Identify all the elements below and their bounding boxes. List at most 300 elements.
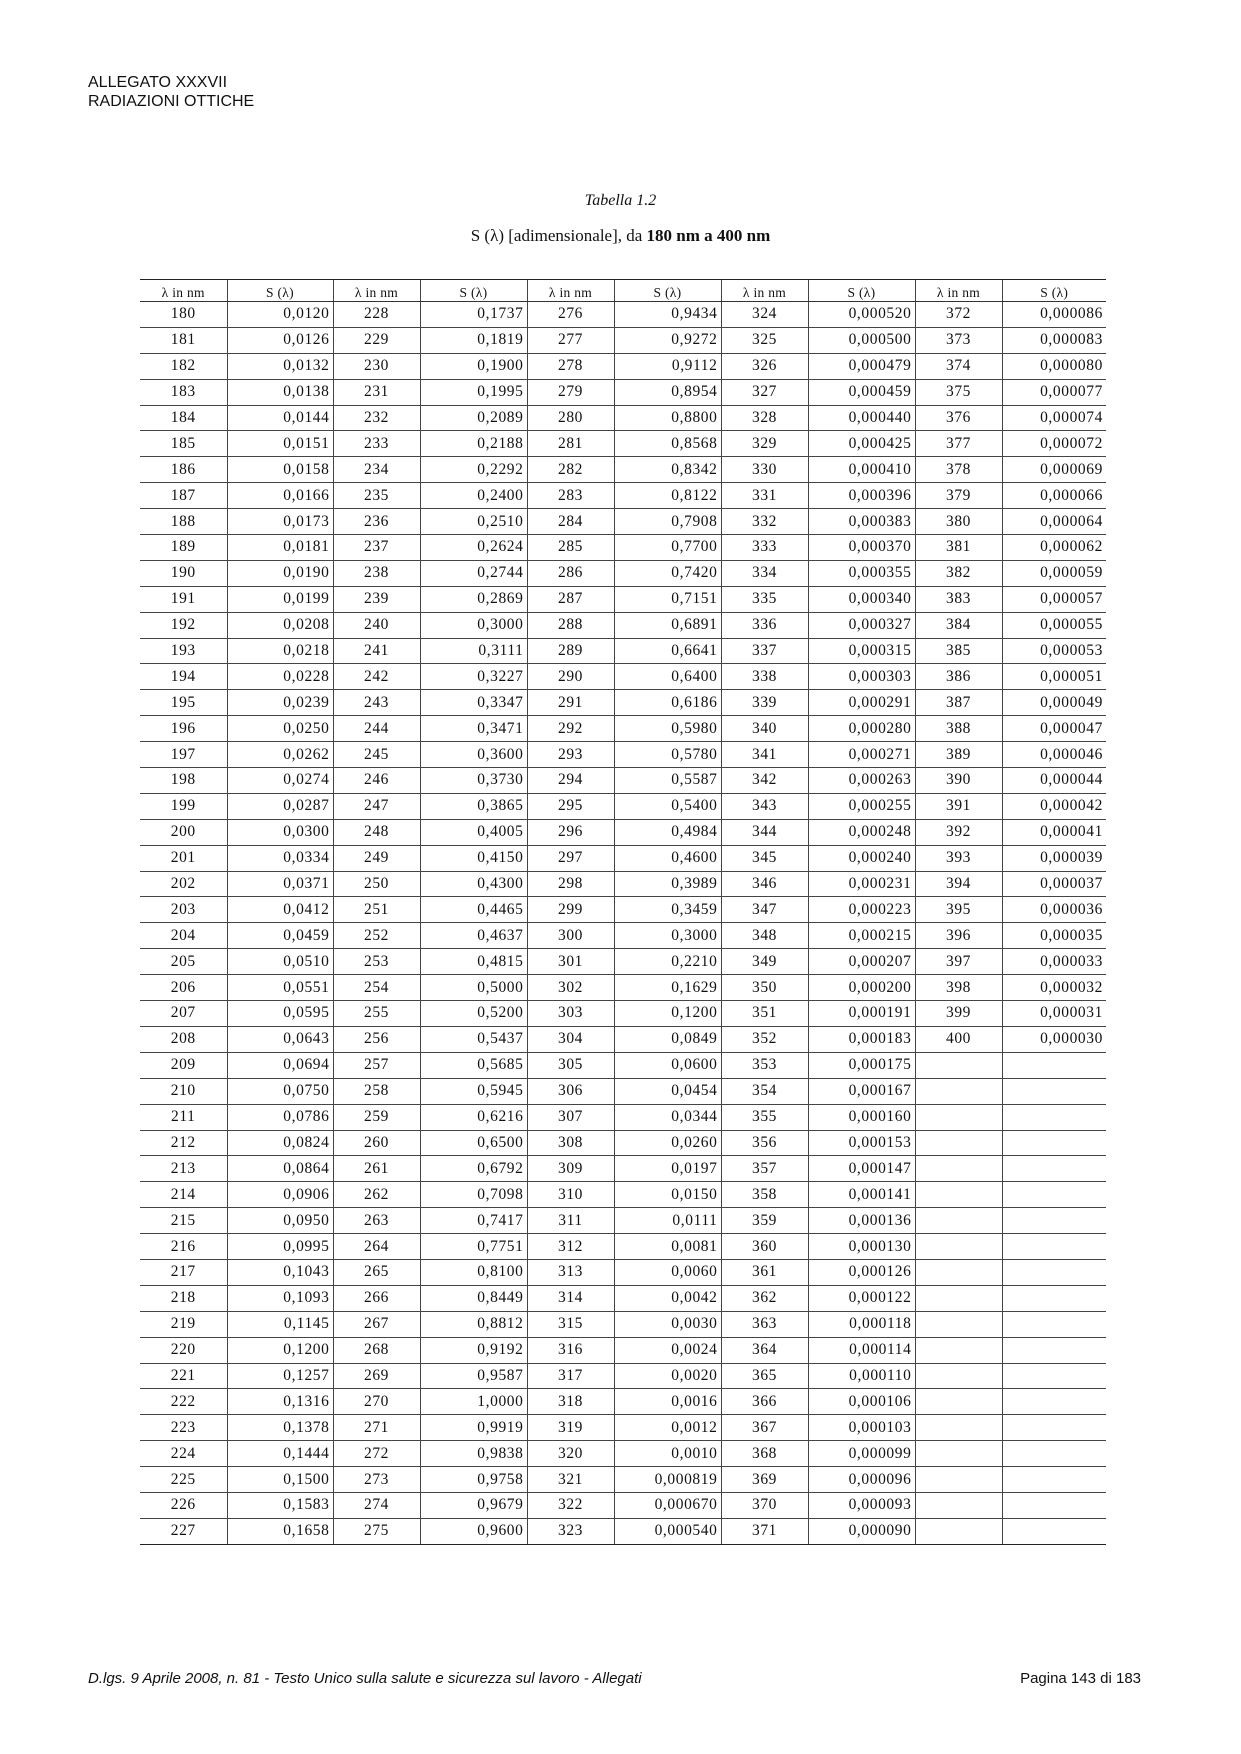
weighting-value-cell: 0,2510	[420, 509, 527, 535]
wavelength-cell: 196	[140, 716, 227, 742]
wavelength-cell: 336	[721, 612, 808, 638]
wavelength-cell: 286	[527, 560, 614, 586]
table-header-row	[140, 280, 1106, 302]
weighting-value-cell: 0,0111	[614, 1208, 721, 1234]
weighting-value-cell	[1002, 1156, 1106, 1182]
weighting-value-cell: 0,3471	[420, 716, 527, 742]
wavelength-cell: 307	[527, 1104, 614, 1130]
weighting-value-cell: 0,0228	[227, 664, 333, 690]
wavelength-cell: 374	[915, 353, 1002, 379]
wavelength-cell: 379	[915, 483, 1002, 509]
weighting-value-cell: 0,000047	[1002, 716, 1106, 742]
wavelength-cell: 380	[915, 509, 1002, 535]
wavelength-cell: 337	[721, 638, 808, 664]
weighting-value-cell: 0,000126	[808, 1259, 915, 1285]
weighting-value-cell: 0,1444	[227, 1441, 333, 1467]
wavelength-cell: 381	[915, 535, 1002, 561]
wavelength-cell: 192	[140, 612, 227, 638]
weighting-value-cell: 0,000062	[1002, 535, 1106, 561]
weighting-value-cell: 0,0600	[614, 1052, 721, 1078]
wavelength-cell: 202	[140, 871, 227, 897]
weighting-value-cell	[1002, 1285, 1106, 1311]
weighting-value-cell: 0,000049	[1002, 690, 1106, 716]
wavelength-cell: 239	[333, 586, 420, 612]
weighting-value-cell: 0,8100	[420, 1259, 527, 1285]
weighting-value-cell: 0,7908	[614, 509, 721, 535]
wavelength-cell: 303	[527, 1001, 614, 1027]
wavelength-cell	[915, 1389, 1002, 1415]
wavelength-cell: 233	[333, 431, 420, 457]
column-header: S (λ)	[614, 280, 721, 302]
wavelength-cell: 316	[527, 1337, 614, 1363]
weighting-value-cell: 0,000033	[1002, 949, 1106, 975]
weighting-value-cell: 0,000046	[1002, 742, 1106, 768]
wavelength-cell: 200	[140, 819, 227, 845]
wavelength-cell: 203	[140, 897, 227, 923]
wavelength-cell: 209	[140, 1052, 227, 1078]
wavelength-cell: 197	[140, 742, 227, 768]
wavelength-cell: 206	[140, 975, 227, 1001]
weighting-value-cell: 0,3000	[614, 923, 721, 949]
weighting-value-cell: 0,4600	[614, 845, 721, 871]
wavelength-cell: 369	[721, 1467, 808, 1493]
table-row	[140, 560, 1106, 586]
wavelength-cell: 375	[915, 379, 1002, 405]
wavelength-cell: 248	[333, 819, 420, 845]
wavelength-cell: 242	[333, 664, 420, 690]
weighting-value-cell: 0,7417	[420, 1208, 527, 1234]
wavelength-cell: 195	[140, 690, 227, 716]
wavelength-cell: 310	[527, 1182, 614, 1208]
table-row	[140, 1156, 1106, 1182]
wavelength-cell	[915, 1104, 1002, 1130]
weighting-value-cell	[1002, 1234, 1106, 1260]
footer-source: D.lgs. 9 Aprile 2008, n. 81 - Testo Unico sulla salute e sicurezza sul lavoro - Allegati	[88, 1670, 642, 1687]
weighting-value-cell: 0,000074	[1002, 405, 1106, 431]
wavelength-cell: 237	[333, 535, 420, 561]
weighting-value-cell: 0,3600	[420, 742, 527, 768]
weighting-value-cell: 0,000064	[1002, 509, 1106, 535]
wavelength-cell: 222	[140, 1389, 227, 1415]
table-title	[0, 226, 1241, 246]
weighting-value-cell: 0,0906	[227, 1182, 333, 1208]
weighting-value-cell: 0,000215	[808, 923, 915, 949]
wavelength-cell: 342	[721, 768, 808, 794]
wavelength-cell: 395	[915, 897, 1002, 923]
wavelength-cell: 363	[721, 1311, 808, 1337]
column-header: S (λ)	[420, 280, 527, 302]
wavelength-cell: 264	[333, 1234, 420, 1260]
weighting-value-cell: 0,1200	[227, 1337, 333, 1363]
weighting-value-cell: 0,000355	[808, 560, 915, 586]
wavelength-cell: 317	[527, 1363, 614, 1389]
wavelength-cell: 294	[527, 768, 614, 794]
weighting-value-cell: 0,000425	[808, 431, 915, 457]
weighting-value-cell: 0,9192	[420, 1337, 527, 1363]
column-header: S (λ)	[227, 280, 333, 302]
weighting-value-cell: 0,000396	[808, 483, 915, 509]
wavelength-cell: 394	[915, 871, 1002, 897]
weighting-value-cell: 0,0849	[614, 1026, 721, 1052]
table-row	[140, 1441, 1106, 1467]
wavelength-cell: 367	[721, 1415, 808, 1441]
weighting-value-cell: 0,0166	[227, 483, 333, 509]
wavelength-cell: 274	[333, 1492, 420, 1518]
weighting-value-cell: 0,0030	[614, 1311, 721, 1337]
weighting-value-cell: 0,7151	[614, 586, 721, 612]
wavelength-cell: 214	[140, 1182, 227, 1208]
weighting-value-cell: 0,2089	[420, 405, 527, 431]
wavelength-cell: 293	[527, 742, 614, 768]
weighting-value-cell: 0,0016	[614, 1389, 721, 1415]
weighting-value-cell: 0,000106	[808, 1389, 915, 1415]
wavelength-cell: 187	[140, 483, 227, 509]
wavelength-cell: 218	[140, 1285, 227, 1311]
weighting-value-cell: 0,2744	[420, 560, 527, 586]
wavelength-cell: 201	[140, 845, 227, 871]
table-row	[140, 793, 1106, 819]
weighting-value-cell: 0,000093	[808, 1492, 915, 1518]
wavelength-cell: 391	[915, 793, 1002, 819]
weighting-value-cell: 0,000110	[808, 1363, 915, 1389]
weighting-value-cell: 0,000160	[808, 1104, 915, 1130]
table-row	[140, 353, 1106, 379]
weighting-value-cell: 0,3989	[614, 871, 721, 897]
table-row	[140, 1026, 1106, 1052]
wavelength-cell: 305	[527, 1052, 614, 1078]
column-header: λ in nm	[721, 280, 808, 302]
table-row	[140, 975, 1106, 1001]
wavelength-cell: 207	[140, 1001, 227, 1027]
table-row	[140, 1311, 1106, 1337]
weighting-value-cell: 0,0024	[614, 1337, 721, 1363]
weighting-value-cell: 0,000072	[1002, 431, 1106, 457]
wavelength-cell: 288	[527, 612, 614, 638]
weighting-value-cell: 0,0950	[227, 1208, 333, 1234]
wavelength-cell: 210	[140, 1078, 227, 1104]
table-row	[140, 612, 1106, 638]
wavelength-cell: 399	[915, 1001, 1002, 1027]
wavelength-cell: 297	[527, 845, 614, 871]
wavelength-cell: 269	[333, 1363, 420, 1389]
wavelength-cell: 258	[333, 1078, 420, 1104]
wavelength-cell: 311	[527, 1208, 614, 1234]
wavelength-cell	[915, 1363, 1002, 1389]
weighting-value-cell: 0,000099	[808, 1441, 915, 1467]
wavelength-cell: 213	[140, 1156, 227, 1182]
wavelength-cell: 344	[721, 819, 808, 845]
wavelength-cell: 183	[140, 379, 227, 405]
weighting-value-cell: 0,000103	[808, 1415, 915, 1441]
wavelength-cell: 275	[333, 1518, 420, 1544]
wavelength-cell: 267	[333, 1311, 420, 1337]
weighting-value-cell: 0,0371	[227, 871, 333, 897]
table-row	[140, 638, 1106, 664]
wavelength-cell: 211	[140, 1104, 227, 1130]
weighting-value-cell: 0,4815	[420, 949, 527, 975]
weighting-value-cell: 0,3347	[420, 690, 527, 716]
weighting-value-cell: 0,3227	[420, 664, 527, 690]
weighting-value-cell: 0,0300	[227, 819, 333, 845]
weighting-value-cell	[1002, 1518, 1106, 1544]
weighting-value-cell	[1002, 1208, 1106, 1234]
wavelength-cell: 345	[721, 845, 808, 871]
wavelength-cell: 212	[140, 1130, 227, 1156]
wavelength-cell: 346	[721, 871, 808, 897]
weighting-value-cell: 0,1583	[227, 1492, 333, 1518]
weighting-value-cell	[1002, 1363, 1106, 1389]
weighting-value-cell: 0,000141	[808, 1182, 915, 1208]
weighting-value-cell	[1002, 1337, 1106, 1363]
wavelength-cell: 392	[915, 819, 1002, 845]
wavelength-cell: 396	[915, 923, 1002, 949]
header-annex: ALLEGATO XXXVII	[88, 74, 228, 91]
wavelength-cell: 186	[140, 457, 227, 483]
weighting-value-cell: 0,7751	[420, 1234, 527, 1260]
weighting-value-cell: 0,000223	[808, 897, 915, 923]
weighting-value-cell: 0,000147	[808, 1156, 915, 1182]
wavelength-cell: 360	[721, 1234, 808, 1260]
weighting-value-cell: 0,0334	[227, 845, 333, 871]
table-row	[140, 535, 1106, 561]
weighting-value-cell: 0,4465	[420, 897, 527, 923]
weighting-value-cell: 0,0551	[227, 975, 333, 1001]
table-row	[140, 431, 1106, 457]
table-row	[140, 897, 1106, 923]
wavelength-cell: 359	[721, 1208, 808, 1234]
wavelength-cell: 251	[333, 897, 420, 923]
wavelength-cell: 265	[333, 1259, 420, 1285]
weighting-value-cell: 0,8800	[614, 405, 721, 431]
table-title-prefix: S (λ) [adimensionale], da	[470, 226, 643, 245]
weighting-value-cell: 0,5000	[420, 975, 527, 1001]
column-header: λ in nm	[915, 280, 1002, 302]
weighting-value-cell: 0,000122	[808, 1285, 915, 1311]
wavelength-cell: 225	[140, 1467, 227, 1493]
weighting-value-cell: 0,000271	[808, 742, 915, 768]
table-row	[140, 405, 1106, 431]
table-body	[140, 302, 1106, 1545]
wavelength-cell: 205	[140, 949, 227, 975]
weighting-value-cell: 0,9679	[420, 1492, 527, 1518]
weighting-value-cell: 0,6400	[614, 664, 721, 690]
table-row	[140, 586, 1106, 612]
wavelength-cell: 318	[527, 1389, 614, 1415]
wavelength-cell: 339	[721, 690, 808, 716]
wavelength-cell: 322	[527, 1492, 614, 1518]
table-row	[140, 1182, 1106, 1208]
weighting-value-cell: 0,000136	[808, 1208, 915, 1234]
weighting-value-cell: 0,000059	[1002, 560, 1106, 586]
wavelength-cell: 377	[915, 431, 1002, 457]
wavelength-cell: 361	[721, 1259, 808, 1285]
wavelength-cell: 226	[140, 1492, 227, 1518]
wavelength-cell	[915, 1441, 1002, 1467]
weighting-value-cell: 0,000130	[808, 1234, 915, 1260]
weighting-value-cell: 0,0459	[227, 923, 333, 949]
weighting-value-cell: 0,000819	[614, 1467, 721, 1493]
table-row	[140, 1130, 1106, 1156]
wavelength-cell: 315	[527, 1311, 614, 1337]
wavelength-cell	[915, 1182, 1002, 1208]
table-row	[140, 819, 1106, 845]
wavelength-cell: 190	[140, 560, 227, 586]
weighting-value-cell: 0,9600	[420, 1518, 527, 1544]
wavelength-cell: 189	[140, 535, 227, 561]
wavelength-cell: 327	[721, 379, 808, 405]
weighting-value-cell: 0,7420	[614, 560, 721, 586]
weighting-value-cell: 0,9919	[420, 1415, 527, 1441]
weighting-value-cell: 0,7700	[614, 535, 721, 561]
table-caption: Tabella 1.2	[584, 192, 657, 209]
wavelength-cell: 325	[721, 327, 808, 353]
wavelength-cell: 370	[721, 1492, 808, 1518]
wavelength-cell: 266	[333, 1285, 420, 1311]
wavelength-cell: 383	[915, 586, 1002, 612]
column-header: S (λ)	[808, 280, 915, 302]
wavelength-cell: 354	[721, 1078, 808, 1104]
table-row	[140, 1415, 1106, 1441]
table-row	[140, 509, 1106, 535]
wavelength-cell: 376	[915, 405, 1002, 431]
weighting-value-cell: 0,000114	[808, 1337, 915, 1363]
wavelength-cell: 280	[527, 405, 614, 431]
weighting-value-cell: 0,0197	[614, 1156, 721, 1182]
wavelength-cell: 249	[333, 845, 420, 871]
weighting-value-cell: 0,000041	[1002, 819, 1106, 845]
wavelength-cell: 348	[721, 923, 808, 949]
weighting-value-cell: 0,000248	[808, 819, 915, 845]
weighting-value-cell: 0,5400	[614, 793, 721, 819]
weighting-value-cell: 0,8812	[420, 1311, 527, 1337]
wavelength-cell: 287	[527, 586, 614, 612]
wavelength-cell: 387	[915, 690, 1002, 716]
spectral-weighting-table	[140, 279, 1106, 1545]
wavelength-cell: 260	[333, 1130, 420, 1156]
weighting-value-cell: 0,000183	[808, 1026, 915, 1052]
weighting-value-cell: 0,000291	[808, 690, 915, 716]
wavelength-cell: 362	[721, 1285, 808, 1311]
wavelength-cell	[915, 1130, 1002, 1156]
wavelength-cell: 281	[527, 431, 614, 457]
wavelength-cell: 215	[140, 1208, 227, 1234]
wavelength-cell	[915, 1156, 1002, 1182]
wavelength-cell: 229	[333, 327, 420, 353]
wavelength-cell: 255	[333, 1001, 420, 1027]
wavelength-cell: 273	[333, 1467, 420, 1493]
weighting-value-cell: 0,0208	[227, 612, 333, 638]
wavelength-cell: 277	[527, 327, 614, 353]
weighting-value-cell: 0,000037	[1002, 871, 1106, 897]
table-row	[140, 1363, 1106, 1389]
weighting-value-cell: 0,000096	[808, 1467, 915, 1493]
wavelength-cell: 299	[527, 897, 614, 923]
weighting-value-cell: 0,000083	[1002, 327, 1106, 353]
weighting-value-cell: 0,000069	[1002, 457, 1106, 483]
wavelength-cell: 313	[527, 1259, 614, 1285]
table-row	[140, 302, 1106, 328]
wavelength-cell: 247	[333, 793, 420, 819]
weighting-value-cell: 0,4300	[420, 871, 527, 897]
weighting-value-cell: 0,000383	[808, 509, 915, 535]
wavelength-cell: 221	[140, 1363, 227, 1389]
weighting-value-cell: 0,0151	[227, 431, 333, 457]
weighting-value-cell: 0,1093	[227, 1285, 333, 1311]
wavelength-cell: 332	[721, 509, 808, 535]
weighting-value-cell	[1002, 1078, 1106, 1104]
wavelength-cell: 184	[140, 405, 227, 431]
wavelength-cell: 333	[721, 535, 808, 561]
wavelength-cell: 371	[721, 1518, 808, 1544]
wavelength-cell: 378	[915, 457, 1002, 483]
weighting-value-cell: 0,000090	[808, 1518, 915, 1544]
table-row	[140, 716, 1106, 742]
weighting-value-cell: 0,000370	[808, 535, 915, 561]
wavelength-cell	[915, 1052, 1002, 1078]
wavelength-cell: 253	[333, 949, 420, 975]
weighting-value-cell: 0,000066	[1002, 483, 1106, 509]
weighting-value-cell: 0,000118	[808, 1311, 915, 1337]
weighting-value-cell: 0,4984	[614, 819, 721, 845]
wavelength-cell: 386	[915, 664, 1002, 690]
wavelength-cell: 232	[333, 405, 420, 431]
weighting-value-cell: 0,2292	[420, 457, 527, 483]
table-row	[140, 1467, 1106, 1493]
wavelength-cell: 368	[721, 1441, 808, 1467]
weighting-value-cell: 0,4637	[420, 923, 527, 949]
wavelength-cell: 308	[527, 1130, 614, 1156]
weighting-value-cell: 0,0643	[227, 1026, 333, 1052]
weighting-value-cell: 0,1737	[420, 302, 527, 328]
wavelength-cell	[915, 1259, 1002, 1285]
weighting-value-cell: 0,000479	[808, 353, 915, 379]
table-row	[140, 1518, 1106, 1544]
wavelength-cell	[915, 1311, 1002, 1337]
wavelength-cell: 306	[527, 1078, 614, 1104]
weighting-value-cell: 0,4005	[420, 819, 527, 845]
weighting-value-cell: 0,000315	[808, 638, 915, 664]
weighting-value-cell: 0,4150	[420, 845, 527, 871]
weighting-value-cell: 0,5685	[420, 1052, 527, 1078]
table-row	[140, 949, 1106, 975]
wavelength-cell: 365	[721, 1363, 808, 1389]
wavelength-cell: 382	[915, 560, 1002, 586]
wavelength-cell: 290	[527, 664, 614, 690]
wavelength-cell: 291	[527, 690, 614, 716]
weighting-value-cell: 0,000030	[1002, 1026, 1106, 1052]
weighting-value-cell: 0,0786	[227, 1104, 333, 1130]
weighting-value-cell: 0,000042	[1002, 793, 1106, 819]
weighting-value-cell: 0,8122	[614, 483, 721, 509]
table-row	[140, 1337, 1106, 1363]
weighting-value-cell: 0,9272	[614, 327, 721, 353]
weighting-value-cell: 0,000080	[1002, 353, 1106, 379]
weighting-value-cell: 0,0150	[614, 1182, 721, 1208]
weighting-value-cell: 0,000032	[1002, 975, 1106, 1001]
wavelength-cell	[915, 1285, 1002, 1311]
weighting-value-cell: 0,000410	[808, 457, 915, 483]
weighting-value-cell: 0,000280	[808, 716, 915, 742]
wavelength-cell: 330	[721, 457, 808, 483]
weighting-value-cell: 0,2210	[614, 949, 721, 975]
wavelength-cell: 204	[140, 923, 227, 949]
weighting-value-cell: 0,000175	[808, 1052, 915, 1078]
weighting-value-cell: 0,000055	[1002, 612, 1106, 638]
wavelength-cell: 389	[915, 742, 1002, 768]
weighting-value-cell: 0,6186	[614, 690, 721, 716]
weighting-value-cell: 0,0824	[227, 1130, 333, 1156]
table-row	[140, 768, 1106, 794]
